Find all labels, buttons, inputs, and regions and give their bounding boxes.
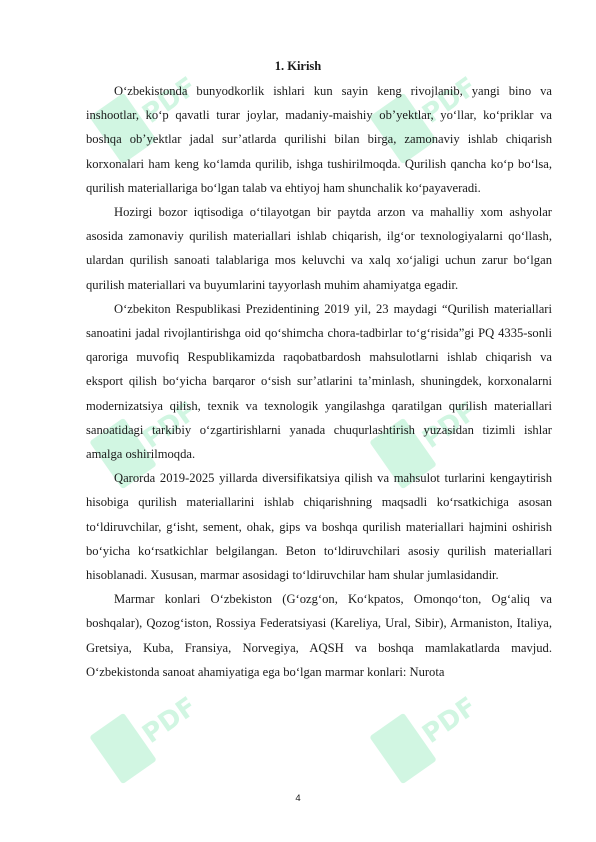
watermark-pdf-icon — [80, 680, 210, 795]
paragraph: Hozirgi bozor iqtisodiga o‘tilayotgan bir paytda arzon va mahalliy xom ashyolar asosida zamonaviy qurilish materiallari ishlab chiqarish, ilg‘or texnologiyalarni qo‘llash, ulardan qurilish sanoati talablariga mos keluvchi va xalq xo‘jaligi uchun zarur bo‘lgan qurilish materiallari va buyumlarini tayyorlash muhim ahamiyatga egadir. — [86, 205, 552, 292]
watermark-text: PDF — [417, 396, 483, 455]
watermark-text: PDF — [417, 691, 483, 750]
watermark-pdf-icon — [360, 680, 490, 795]
paragraph: O‘zbekiton Respublikasi Prezidentining 2019 yil, 23 maydagi “Qurilish materiallari sanoatini jadal rivojlantirishga oid qo‘shimcha chora-tadbirlar to‘g‘risida”gi PQ 4335-sonli qaroriga muvofiq Respublikamizda raqobatbardosh mahsulotlarni ishlab chiqarish va eksport qilish bo‘yicha barqaror o‘sish sur’atlarini ta’minlash, shuningdek, korxonalarni modernizatsiya qilish, texnik va texnologik yangilashga qaratilgan qurilish materiallari sanoatidagi tarkibiy o‘zgartirishlarni yanada chuqurlashtirish yuzasidan tizimli ishlar amalga oshirilmoqda. — [86, 301, 552, 462]
watermark-text: PDF — [137, 396, 203, 455]
paragraph: Qarorda 2019-2025 yillarda diversifikatsiya qilish va mahsulot turlarini kengaytirish hisobiga qurilish materiallarini ishlab chiqarishning maqsadli ko‘rsatkichiga asosan to‘ldiruvchilar, g‘isht, sement, ohak, gips va boshqa qurilish materiallari hajmini oshirish bo‘yicha ko‘rsatkichlar belgilangan. Beton to‘ldiruvchilari asosiy qurilish materiallari hisoblanadi. Xususan, marmar asosidagi to‘ldiruvchilar ham shular jumlasidandir. — [86, 471, 552, 583]
body-text — [86, 79, 552, 684]
page-number: 4 — [295, 793, 301, 804]
section-heading: 1. Kirish — [274, 59, 322, 73]
paragraph: O‘zbekistonda bunyodkorlik ishlari kun sayin keng rivojlanib, yangi bino va inshootlar, ko‘p qavatli turar joylar, madaniy-maishiy ob’yektlar, yo‘llar, ko‘priklar va boshqa ob’yektlar jadal sur’atlarda qurilishi bilan birga, zamonaviy ishlab chiqarish korxonalari ham keng ko‘lamda qurilib, ishga tushirilmoqda. Qurilish qancha ko‘p bo‘lsa, qurilish materiallariga bo‘lgan talab va ehtiyoj ham shunchalik ko‘payaveradi. — [86, 84, 552, 195]
watermark-text: PDF — [137, 71, 203, 130]
paragraph: Marmar konlari O‘zbekiston (G‘ozg‘on, Ko‘kpatos, Omonqo‘ton, Og‘aliq va boshqalar), Qozog‘iston, Rossiya Federatsiyasi (Kareliya, Ural, Sibir), Armaniston, Italiya, Gretsiya, Kuba, Fransiya, Norvegiya, AQSH va boshqa mamlakatlarda mavjud. O‘zbekistonda sanoat ahamiyatiga ega bo‘lgan marmar konlari: Nurota — [86, 592, 552, 679]
watermark-text: PDF — [417, 71, 483, 130]
watermark-text: PDF — [137, 691, 203, 750]
